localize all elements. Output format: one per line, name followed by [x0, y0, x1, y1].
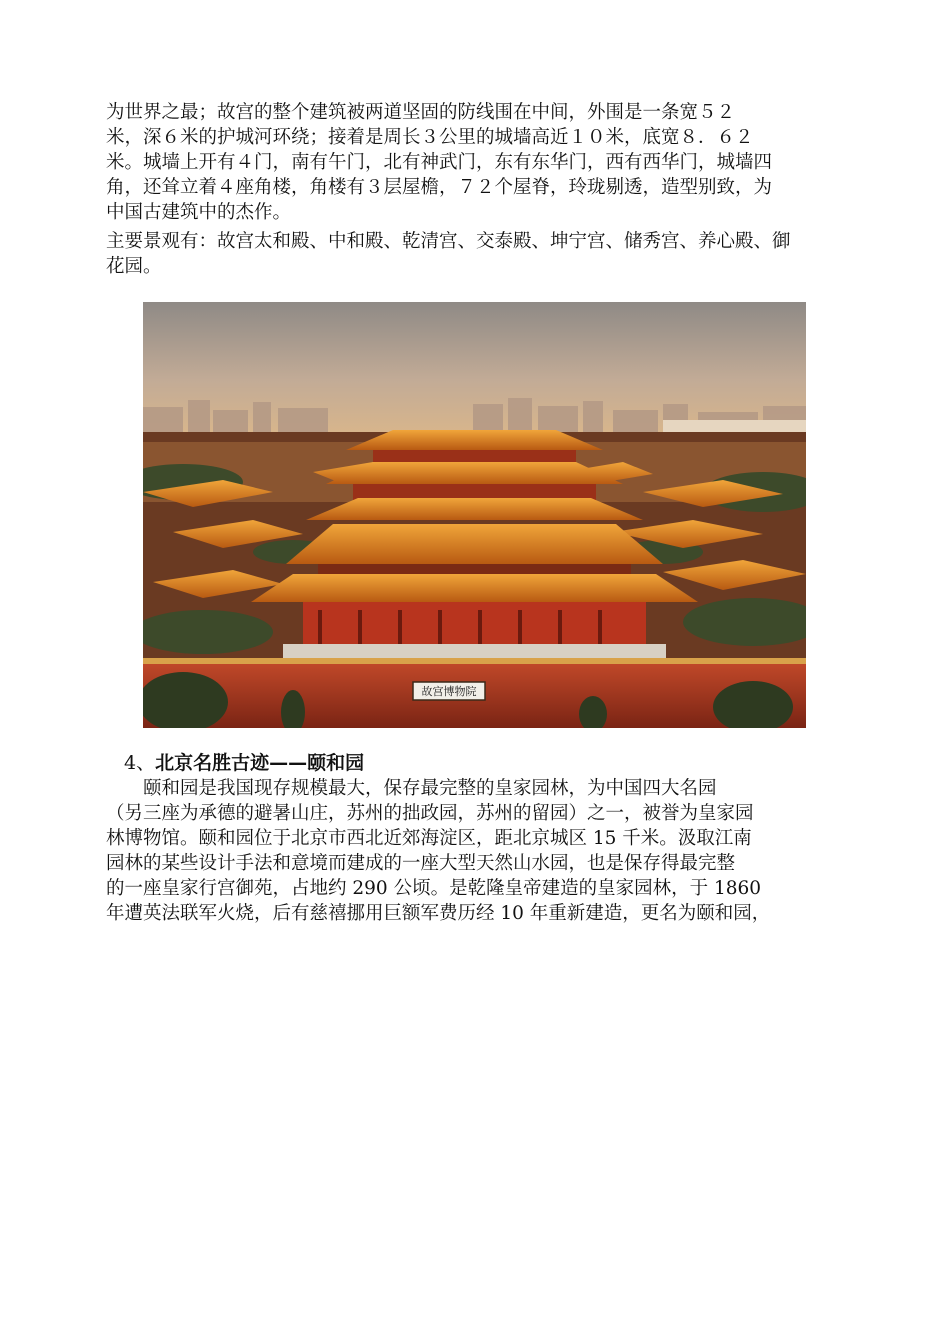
paragraph-forbidden-city-walls	[106, 100, 858, 225]
section-heading	[124, 750, 364, 776]
text-line: 中国古建筑中的杰作。	[106, 202, 292, 223]
museum-plaque-text: 故宫博物院	[421, 685, 477, 698]
paragraph-main-sights	[106, 229, 858, 279]
text-line: 颐和园是我国现存规模最大，保存最完整的皇家园林，为中国四大名园	[143, 778, 717, 799]
text-line: 的一座皇家行宫御苑，占地约 290 公顷。是乾隆皇帝建造的皇家园林，于 1860	[106, 878, 762, 899]
paragraph-summer-palace	[106, 776, 858, 926]
text-line: 米，深６米的护城河环绕；接着是周长３公里的城墙高近１０米，底宽８．６２	[106, 127, 754, 148]
text-line: 为世界之最；故宫的整个建筑被两道坚固的防线围在中间，外围是一条宽５２	[106, 102, 736, 123]
forbidden-city-illustration	[143, 302, 806, 728]
text-line: 林博物馆。颐和园位于北京市西北近郊海淀区，距北京城区 15 千米。汲取江南	[106, 828, 752, 849]
text-line: 主要景观有：故宫太和殿、中和殿、乾清宫、交泰殿、坤宁宫、储秀宫、养心殿、御	[106, 231, 791, 252]
text-line: 园林的某些设计手法和意境而建成的一座大型天然山水园，也是保存得最完整	[106, 853, 736, 874]
text-line: 角，还耸立着４座角楼，角楼有３层屋檐，７２个屋脊，玲珑剔透，造型别致，为	[106, 177, 773, 198]
forbidden-city-photo	[143, 302, 806, 728]
text-line: 年遭英法联军火烧，后有慈禧挪用巨额军费历经 10 年重新建造，更名为颐和园，	[106, 903, 771, 924]
text-line: （另三座为承德的避暑山庄，苏州的拙政园，苏州的留园）之一，被誉为皇家园	[106, 803, 754, 824]
section-number: 4、	[124, 752, 156, 774]
text-line: 花园。	[106, 256, 162, 277]
text-line: 米。城墙上开有４门，南有午门，北有神武门，东有东华门，西有西华门，城墙四	[106, 152, 773, 173]
section-title: 北京名胜古迹——颐和园	[155, 752, 365, 774]
